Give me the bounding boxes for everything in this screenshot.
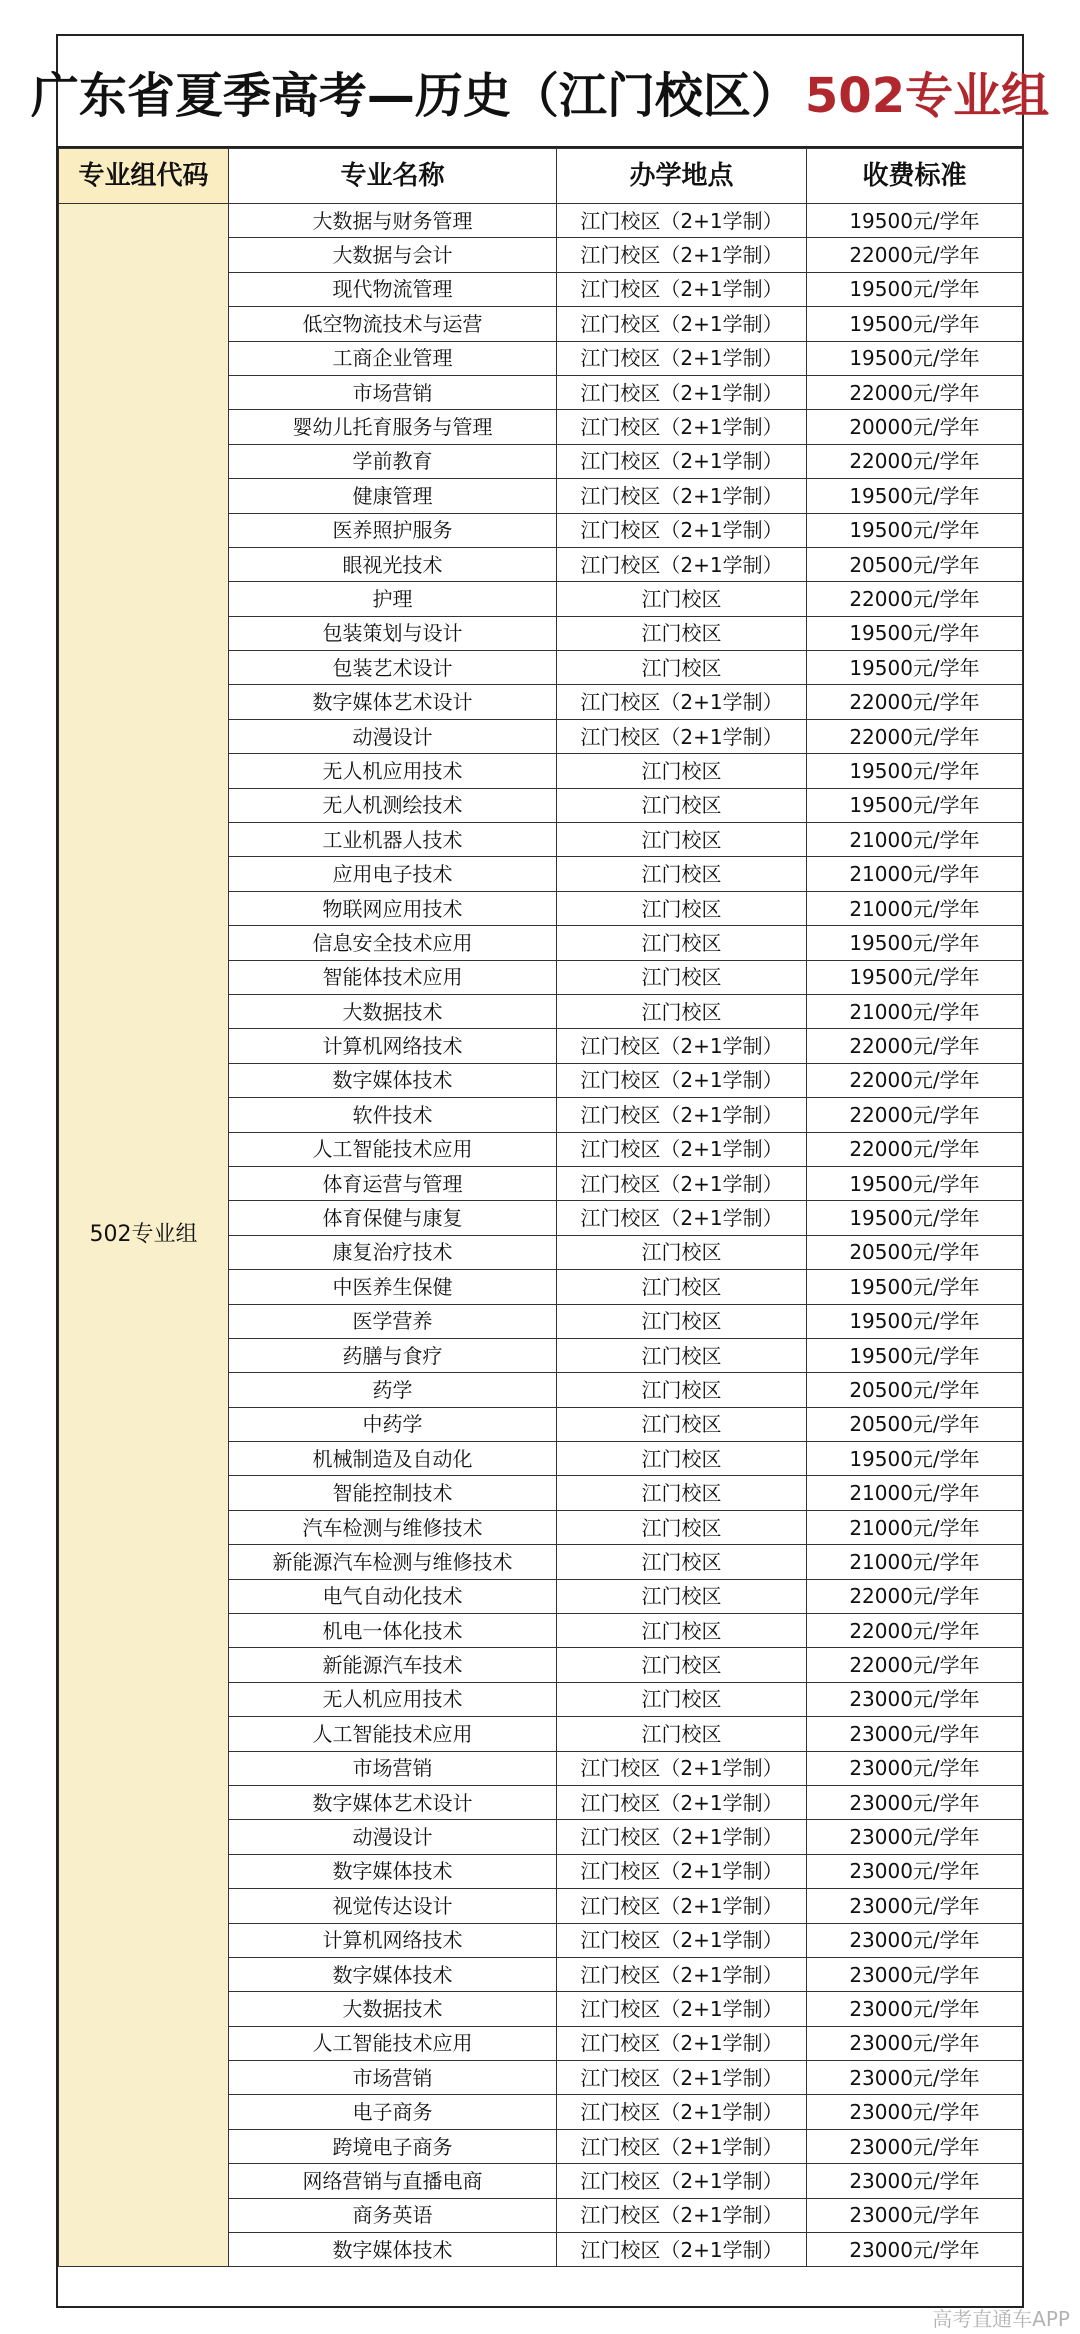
location-cell: 江门校区 [557,823,807,857]
fee-cell: 23000元/学年 [807,2233,1023,2267]
location-cell: 江门校区（2+1学制） [557,1166,807,1200]
location-cell: 江门校区（2+1学制） [557,1785,807,1819]
major-name-cell: 大数据与会计 [229,238,557,272]
major-name-cell: 机电一体化技术 [229,1614,557,1648]
fee-cell: 22000元/学年 [807,582,1023,616]
table-header-row [59,149,1023,204]
fee-cell: 19500元/学年 [807,513,1023,547]
location-cell: 江门校区 [557,1510,807,1544]
location-cell: 江门校区（2+1学制） [557,1820,807,1854]
location-cell: 江门校区 [557,1682,807,1716]
location-cell: 江门校区 [557,1442,807,1476]
major-name-cell: 跨境电子商务 [229,2129,557,2163]
location-cell: 江门校区 [557,1648,807,1682]
major-name-cell: 数字媒体技术 [229,2233,557,2267]
location-cell: 江门校区（2+1学制） [557,272,807,306]
location-cell: 江门校区（2+1学制） [557,479,807,513]
location-cell: 江门校区 [557,1717,807,1751]
fee-cell: 19500元/学年 [807,960,1023,994]
major-name-cell: 工业机器人技术 [229,823,557,857]
location-cell: 江门校区（2+1学制） [557,444,807,478]
major-name-cell: 健康管理 [229,479,557,513]
major-name-cell: 大数据技术 [229,1992,557,2026]
location-cell: 江门校区（2+1学制） [557,2233,807,2267]
location-cell: 江门校区（2+1学制） [557,1923,807,1957]
location-cell: 江门校区 [557,1373,807,1407]
major-name-cell: 应用电子技术 [229,857,557,891]
major-name-cell: 中药学 [229,1407,557,1441]
location-cell: 江门校区 [557,1476,807,1510]
fee-cell: 19500元/学年 [807,1166,1023,1200]
major-name-cell: 网络营销与直播电商 [229,2164,557,2198]
major-name-cell: 新能源汽车技术 [229,1648,557,1682]
fee-cell: 23000元/学年 [807,2095,1023,2129]
major-name-cell: 护理 [229,582,557,616]
location-cell: 江门校区 [557,857,807,891]
fee-cell: 20500元/学年 [807,547,1023,581]
location-cell: 江门校区（2+1学制） [557,2095,807,2129]
major-name-cell: 现代物流管理 [229,272,557,306]
fee-cell: 23000元/学年 [807,1923,1023,1957]
fee-cell: 22000元/学年 [807,1614,1023,1648]
major-name-cell: 眼视光技术 [229,547,557,581]
fee-cell: 23000元/学年 [807,2198,1023,2232]
fee-cell: 20500元/学年 [807,1235,1023,1269]
location-cell: 江门校区 [557,1579,807,1613]
watermark: 高考直通车APP [932,2307,1070,2331]
title-accent: 502专业组 [804,67,1050,124]
header-fee: 收费标准 [807,149,1023,204]
fee-cell: 19500元/学年 [807,1442,1023,1476]
document-frame [30,34,1050,2308]
major-name-cell: 医养照护服务 [229,513,557,547]
fee-cell: 19500元/学年 [807,272,1023,306]
location-cell: 江门校区（2+1学制） [557,375,807,409]
location-cell: 江门校区（2+1学制） [557,2061,807,2095]
location-cell: 江门校区（2+1学制） [557,2198,807,2232]
major-name-cell: 学前教育 [229,444,557,478]
location-cell: 江门校区 [557,1338,807,1372]
major-name-cell: 体育保健与康复 [229,1201,557,1235]
major-name-cell: 人工智能技术应用 [229,2026,557,2060]
fee-cell: 23000元/学年 [807,2061,1023,2095]
location-cell: 江门校区 [557,1235,807,1269]
fee-cell: 19500元/学年 [807,1304,1023,1338]
fee-cell: 22000元/学年 [807,444,1023,478]
major-name-cell: 电子商务 [229,2095,557,2129]
fee-cell: 19500元/学年 [807,788,1023,822]
major-name-cell: 无人机应用技术 [229,754,557,788]
major-name-cell: 智能体技术应用 [229,960,557,994]
major-name-cell: 中医养生保健 [229,1270,557,1304]
table-row [59,204,1023,238]
fee-cell: 23000元/学年 [807,1717,1023,1751]
location-cell: 江门校区（2+1学制） [557,238,807,272]
location-cell: 江门校区 [557,960,807,994]
fee-cell: 23000元/学年 [807,1854,1023,1888]
major-name-cell: 视觉传达设计 [229,1889,557,1923]
major-name-cell: 数字媒体艺术设计 [229,1785,557,1819]
group-code-cell: 502专业组 [59,204,229,2267]
fee-cell: 19500元/学年 [807,651,1023,685]
fee-cell: 22000元/学年 [807,719,1023,753]
major-name-cell: 机械制造及自动化 [229,1442,557,1476]
location-cell: 江门校区（2+1学制） [557,1132,807,1166]
page-title [30,36,1050,148]
location-cell: 江门校区（2+1学制） [557,307,807,341]
major-name-cell: 低空物流技术与运营 [229,307,557,341]
major-fee-table [58,148,1023,2267]
major-name-cell: 婴幼儿托育服务与管理 [229,410,557,444]
header-location: 办学地点 [557,149,807,204]
fee-cell: 23000元/学年 [807,1992,1023,2026]
major-name-cell: 数字媒体技术 [229,1854,557,1888]
location-cell: 江门校区（2+1学制） [557,1889,807,1923]
location-cell: 江门校区（2+1学制） [557,1854,807,1888]
major-name-cell: 市场营销 [229,2061,557,2095]
major-name-cell: 包装策划与设计 [229,616,557,650]
location-cell: 江门校区 [557,651,807,685]
fee-cell: 22000元/学年 [807,1063,1023,1097]
fee-cell: 20000元/学年 [807,410,1023,444]
fee-cell: 19500元/学年 [807,1270,1023,1304]
fee-cell: 19500元/学年 [807,926,1023,960]
major-name-cell: 物联网应用技术 [229,891,557,925]
location-cell: 江门校区 [557,788,807,822]
header-code: 专业组代码 [59,149,229,204]
major-name-cell: 智能控制技术 [229,1476,557,1510]
major-name-cell: 人工智能技术应用 [229,1717,557,1751]
location-cell: 江门校区 [557,1545,807,1579]
major-name-cell: 无人机应用技术 [229,1682,557,1716]
location-cell: 江门校区（2+1学制） [557,719,807,753]
fee-cell: 22000元/学年 [807,1029,1023,1063]
fee-cell: 19500元/学年 [807,616,1023,650]
location-cell: 江门校区（2+1学制） [557,1063,807,1097]
fee-cell: 22000元/学年 [807,375,1023,409]
location-cell: 江门校区 [557,891,807,925]
major-name-cell: 商务英语 [229,2198,557,2232]
fee-cell: 19500元/学年 [807,754,1023,788]
fee-cell: 19500元/学年 [807,341,1023,375]
fee-cell: 22000元/学年 [807,1098,1023,1132]
major-name-cell: 药膳与食疗 [229,1338,557,1372]
fee-cell: 19500元/学年 [807,307,1023,341]
fee-cell: 23000元/学年 [807,2129,1023,2163]
table-body [59,204,1023,2267]
fee-cell: 23000元/学年 [807,1751,1023,1785]
location-cell: 江门校区（2+1学制） [557,2129,807,2163]
fee-cell: 19500元/学年 [807,479,1023,513]
major-name-cell: 大数据与财务管理 [229,204,557,238]
title-main: 广东省夏季高考—历史（江门校区） [30,67,799,124]
fee-cell: 23000元/学年 [807,2026,1023,2060]
major-name-cell: 包装艺术设计 [229,651,557,685]
fee-cell: 21000元/学年 [807,1476,1023,1510]
major-name-cell: 体育运营与管理 [229,1166,557,1200]
major-name-cell: 康复治疗技术 [229,1235,557,1269]
fee-cell: 21000元/学年 [807,823,1023,857]
fee-cell: 22000元/学年 [807,1579,1023,1613]
location-cell: 江门校区 [557,1304,807,1338]
fee-cell: 20500元/学年 [807,1407,1023,1441]
major-name-cell: 工商企业管理 [229,341,557,375]
fee-cell: 21000元/学年 [807,994,1023,1028]
location-cell: 江门校区 [557,754,807,788]
location-cell: 江门校区（2+1学制） [557,1098,807,1132]
fee-cell: 23000元/学年 [807,1889,1023,1923]
fee-cell: 19500元/学年 [807,204,1023,238]
major-name-cell: 大数据技术 [229,994,557,1028]
location-cell: 江门校区（2+1学制） [557,1751,807,1785]
major-name-cell: 数字媒体技术 [229,1063,557,1097]
fee-cell: 23000元/学年 [807,1785,1023,1819]
location-cell: 江门校区（2+1学制） [557,1992,807,2026]
fee-cell: 19500元/学年 [807,1338,1023,1372]
location-cell: 江门校区（2+1学制） [557,2164,807,2198]
location-cell: 江门校区（2+1学制） [557,685,807,719]
major-name-cell: 无人机测绘技术 [229,788,557,822]
major-name-cell: 计算机网络技术 [229,1923,557,1957]
location-cell: 江门校区（2+1学制） [557,1957,807,1991]
location-cell: 江门校区 [557,1407,807,1441]
fee-cell: 22000元/学年 [807,1648,1023,1682]
major-name-cell: 医学营养 [229,1304,557,1338]
fee-cell: 21000元/学年 [807,1545,1023,1579]
fee-cell: 19500元/学年 [807,1201,1023,1235]
location-cell: 江门校区 [557,926,807,960]
location-cell: 江门校区（2+1学制） [557,513,807,547]
fee-cell: 22000元/学年 [807,238,1023,272]
location-cell: 江门校区 [557,582,807,616]
major-name-cell: 数字媒体艺术设计 [229,685,557,719]
location-cell: 江门校区 [557,994,807,1028]
location-cell: 江门校区（2+1学制） [557,2026,807,2060]
location-cell: 江门校区（2+1学制） [557,1029,807,1063]
location-cell: 江门校区（2+1学制） [557,1201,807,1235]
fee-cell: 23000元/学年 [807,1682,1023,1716]
fee-cell: 22000元/学年 [807,1132,1023,1166]
location-cell: 江门校区 [557,616,807,650]
major-name-cell: 人工智能技术应用 [229,1132,557,1166]
major-name-cell: 数字媒体技术 [229,1957,557,1991]
major-name-cell: 动漫设计 [229,1820,557,1854]
location-cell: 江门校区 [557,1270,807,1304]
location-cell: 江门校区 [557,1614,807,1648]
major-name-cell: 电气自动化技术 [229,1579,557,1613]
fee-cell: 22000元/学年 [807,685,1023,719]
fee-cell: 23000元/学年 [807,1957,1023,1991]
fee-cell: 20500元/学年 [807,1373,1023,1407]
header-name: 专业名称 [229,149,557,204]
fee-cell: 23000元/学年 [807,1820,1023,1854]
major-name-cell: 市场营销 [229,1751,557,1785]
location-cell: 江门校区（2+1学制） [557,547,807,581]
major-name-cell: 动漫设计 [229,719,557,753]
fee-cell: 21000元/学年 [807,1510,1023,1544]
major-name-cell: 软件技术 [229,1098,557,1132]
location-cell: 江门校区（2+1学制） [557,204,807,238]
major-name-cell: 汽车检测与维修技术 [229,1510,557,1544]
fee-cell: 21000元/学年 [807,891,1023,925]
location-cell: 江门校区（2+1学制） [557,410,807,444]
fee-cell: 23000元/学年 [807,2164,1023,2198]
major-name-cell: 药学 [229,1373,557,1407]
major-name-cell: 市场营销 [229,375,557,409]
major-name-cell: 信息安全技术应用 [229,926,557,960]
fee-cell: 21000元/学年 [807,857,1023,891]
major-name-cell: 计算机网络技术 [229,1029,557,1063]
location-cell: 江门校区（2+1学制） [557,341,807,375]
major-name-cell: 新能源汽车检测与维修技术 [229,1545,557,1579]
